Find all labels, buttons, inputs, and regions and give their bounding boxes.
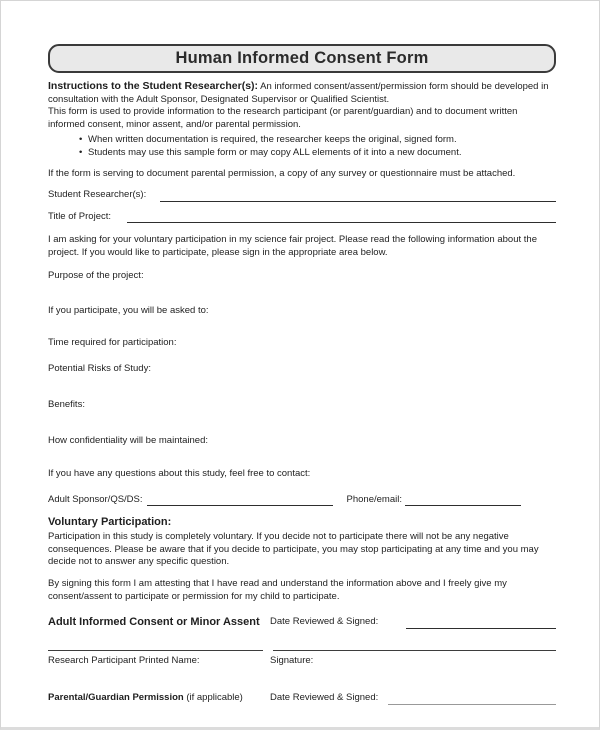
parental-permission-heading-bold: Parental/Guardian Permission <box>48 692 184 704</box>
bullet-icon: • <box>79 146 83 158</box>
adult-sponsor-field-line[interactable] <box>147 495 333 506</box>
list-item <box>48 134 556 147</box>
form-title-box <box>48 44 556 73</box>
asked-to-prompt: If you participate, you will be asked to: <box>48 305 209 317</box>
instructions-paragraph <box>48 80 556 106</box>
title-of-project-row <box>48 211 556 224</box>
date-reviewed-label: Date Reviewed & Signed: <box>270 616 379 628</box>
signature-label: Signature: <box>270 654 314 666</box>
instructions-intro-text: An informed consent/assent/permission form should be developed in consultation with the Adult Sponsor, Designated Supervisor or Qualified Scientist. <box>48 81 549 105</box>
title-of-project-label: Title of Project: <box>48 210 112 222</box>
parental-date-reviewed-label: Date Reviewed & Signed: <box>270 692 379 704</box>
voluntary-participation-heading: Voluntary Participation: <box>48 516 172 529</box>
attestation-paragraph: By signing this form I am attesting that I have read and understand the information above and I freely give my consent/assent to participate or permission for my child to participate. <box>48 578 507 602</box>
instructions-heading: Instructions to the Student Researcher(s): <box>48 80 259 92</box>
instructions-bullet-list <box>48 134 556 159</box>
questions-contact-prompt: If you have any questions about this study, feel free to contact: <box>48 468 311 480</box>
student-researchers-field-line[interactable] <box>160 191 556 202</box>
phone-email-label: Phone/email: <box>346 493 402 505</box>
participant-name-signature-line[interactable] <box>48 650 263 651</box>
signature-labels-row <box>48 655 556 668</box>
list-item <box>48 147 556 160</box>
participation-intro-paragraph: I am asking for your voluntary participation in my science fair project. Please read the following information about the project. If you would like to participate, please sign in the appropriate area below. <box>48 234 537 258</box>
adult-consent-heading: Adult Informed Consent or Minor Assent <box>48 616 260 629</box>
adult-consent-row <box>48 616 556 629</box>
signature-signature-line[interactable] <box>273 650 556 651</box>
student-researchers-row <box>48 189 556 202</box>
adult-sponsor-label: Adult Sponsor/QS/DS: <box>48 493 143 505</box>
parental-permission-heading <box>48 692 270 705</box>
parental-permission-qualifier: (if applicable) <box>183 692 243 704</box>
phone-email-field-line[interactable] <box>405 495 521 506</box>
date-reviewed-field-line[interactable] <box>406 618 556 629</box>
benefits-prompt: Benefits: <box>48 398 85 410</box>
student-researchers-label: Student Researcher(s): <box>48 189 147 201</box>
signature-lines-gap <box>263 650 273 651</box>
parental-permission-row <box>48 692 556 705</box>
bullet-text: When written documentation is required, the researcher keeps the original, signed form. <box>88 134 457 146</box>
title-of-project-field-line[interactable] <box>127 212 556 223</box>
contact-row <box>48 494 556 507</box>
purpose-prompt: Purpose of the project: <box>48 269 144 281</box>
parental-date-field-line[interactable] <box>388 694 556 705</box>
participant-name-label: Research Participant Printed Name: <box>48 654 200 666</box>
confidentiality-prompt: How confidentiality will be maintained: <box>48 434 208 446</box>
bullet-icon: • <box>79 134 83 146</box>
signature-lines-row <box>48 650 556 651</box>
form-title: Human Informed Consent Form <box>175 49 429 68</box>
risks-prompt: Potential Risks of Study: <box>48 363 151 375</box>
attachment-note: If the form is serving to document parental permission, a copy of any survey or questionnaire must be attached. <box>48 167 516 179</box>
form-usage-paragraph: This form is used to provide information to the research participant (or parent/guardian) and to document written informed consent, minor assent, and/or parental permission. <box>48 106 518 130</box>
voluntary-participation-body: Participation in this study is completely voluntary. If you decide not to participate there will not be any negative consequences. Please be aware that if you decide to participate, you may stop participating at any time and you may decide not to answer any specific question. <box>48 531 539 568</box>
bullet-text: Students may use this sample form or may copy ALL elements of it into a new document. <box>88 146 462 158</box>
time-required-prompt: Time required for participation: <box>48 336 177 348</box>
